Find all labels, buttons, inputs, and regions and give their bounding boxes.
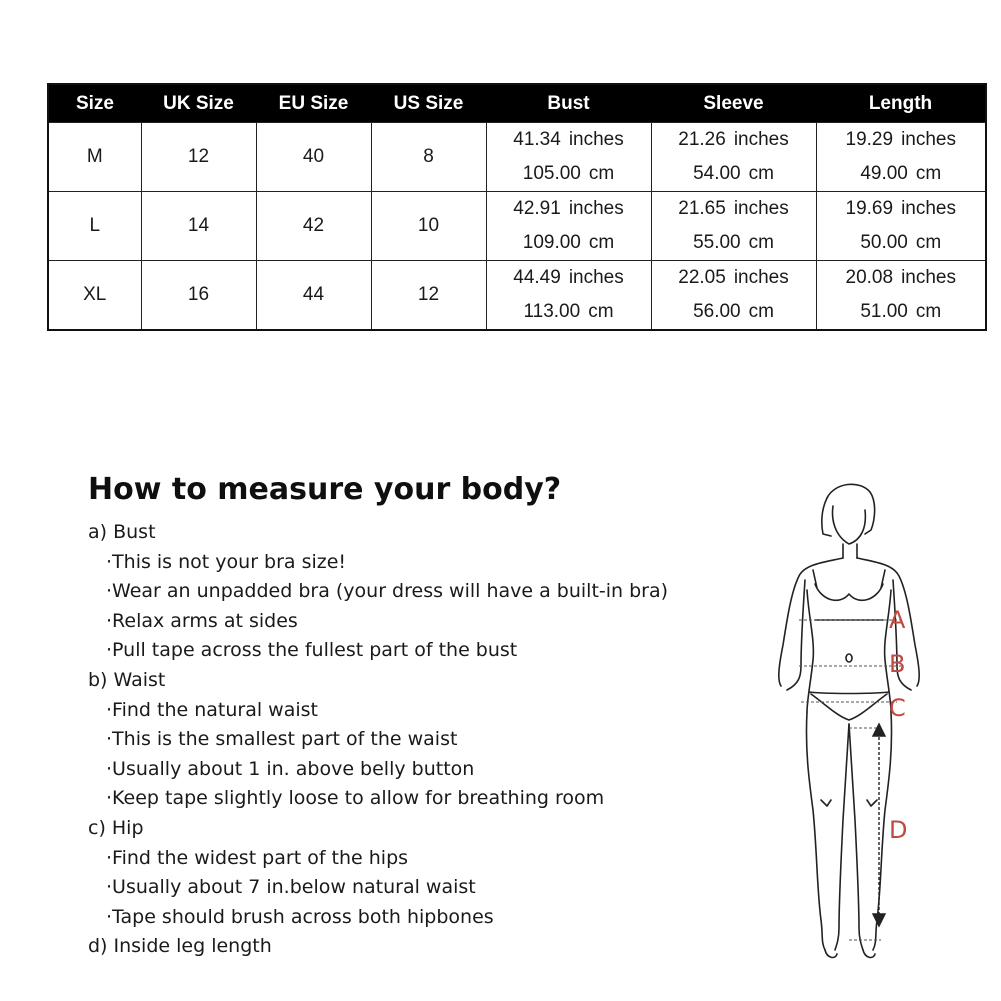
- guide-title: How to measure your body?: [88, 472, 562, 507]
- header-size: Size: [48, 84, 141, 123]
- length-inches-value: [817, 123, 986, 157]
- measurement-number: 49.00: [860, 163, 908, 184]
- guide-tip: ·Usually about 7 in.below natural waist: [106, 876, 476, 899]
- body-outline-illustration: [765, 480, 965, 970]
- marker-d-label: D: [889, 816, 908, 844]
- measurement-number: 50.00: [860, 232, 908, 253]
- measurement-unit: inches: [901, 267, 956, 288]
- guide-section-heading: c) Hip: [88, 816, 144, 839]
- measurement-unit: cm: [915, 232, 942, 253]
- measurement-unit: inches: [568, 129, 624, 150]
- measurement-number: 109.00: [522, 232, 581, 253]
- measurement-number: 55.00: [693, 232, 741, 253]
- guide-tip: ·Keep tape slightly loose to allow for breathing room: [106, 787, 605, 810]
- guide-tip: ·Tape should brush across both hipbones: [106, 905, 494, 928]
- guide-tip: ·This is not your bra size!: [106, 550, 347, 573]
- size-chart-table: [47, 83, 987, 331]
- bust-cm-value: [487, 295, 651, 329]
- measurement-unit: inches: [733, 267, 789, 288]
- uk-size-cell: 16: [141, 261, 256, 331]
- measurement-unit: cm: [748, 301, 774, 322]
- size-cell: L: [48, 192, 141, 261]
- measurement-number: 51.00: [860, 301, 908, 322]
- measurement-unit: cm: [588, 301, 614, 322]
- sleeve-inches-value: [652, 192, 816, 226]
- bust-inches-value: [487, 261, 651, 295]
- guide-list: [88, 518, 768, 962]
- length-cell: [816, 123, 986, 192]
- guide-tip: ·Usually about 1 in. above belly button: [106, 757, 475, 780]
- bust-cell: [486, 192, 651, 261]
- table-row: [48, 261, 986, 331]
- table-row: [48, 192, 986, 261]
- length-cm-value: [817, 226, 986, 260]
- uk-size-cell: 12: [141, 123, 256, 192]
- sleeve-cell: [651, 192, 816, 261]
- eu-size-cell: 40: [256, 123, 371, 192]
- length-cell: [816, 192, 986, 261]
- marker-c-label: C: [889, 694, 906, 722]
- marker-a-label: A: [889, 606, 906, 634]
- sleeve-cm-value: [652, 295, 816, 329]
- measure-guide: [88, 470, 768, 962]
- bust-inches-value: [487, 123, 651, 157]
- measurement-number: 19.29: [845, 129, 894, 150]
- size-cell: M: [48, 123, 141, 192]
- guide-tip: ·Find the widest part of the hips: [106, 846, 409, 869]
- length-cell: [816, 261, 986, 331]
- us-size-cell: 12: [371, 261, 486, 331]
- measurement-number: 41.34: [513, 129, 561, 150]
- measurement-number: 56.00: [693, 301, 741, 322]
- measurement-unit: inches: [568, 267, 624, 288]
- measurement-unit: cm: [748, 232, 774, 253]
- body-measurement-figure: [765, 480, 965, 970]
- bust-cm-value: [487, 157, 651, 191]
- measurement-number: 113.00: [523, 301, 581, 322]
- measurement-unit: inches: [901, 129, 956, 150]
- guide-section-heading: d) Inside leg length: [88, 935, 272, 958]
- measurement-number: 54.00: [693, 163, 741, 184]
- guide-section-heading: a) Bust: [88, 521, 156, 543]
- measurement-number: 22.05: [678, 267, 726, 288]
- sleeve-inches-value: [652, 261, 816, 295]
- eu-size-cell: 42: [256, 192, 371, 261]
- us-size-cell: 10: [371, 192, 486, 261]
- length-cm-value: [817, 157, 986, 191]
- sleeve-cm-value: [652, 157, 816, 191]
- guide-tip: ·This is the smallest part of the waist: [106, 728, 458, 751]
- guide-tip: ·Wear an unpadded bra (your dress will have a built-in bra): [106, 580, 669, 603]
- length-inches-value: [817, 192, 986, 226]
- sleeve-cell: [651, 261, 816, 331]
- uk-size-cell: 14: [141, 192, 256, 261]
- measurement-number: 21.65: [678, 198, 726, 219]
- eu-size-cell: 44: [256, 261, 371, 331]
- measurement-unit: inches: [733, 198, 789, 219]
- marker-b-label: B: [889, 650, 906, 678]
- guide-section-heading: b) Waist: [88, 668, 166, 691]
- length-cm-value: [817, 295, 986, 329]
- header-uk-size: UK Size: [141, 84, 256, 123]
- bust-cell: [486, 123, 651, 192]
- size-cell: XL: [48, 261, 141, 331]
- measurement-number: 42.91: [513, 198, 561, 219]
- measurement-unit: inches: [901, 198, 956, 219]
- guide-tip: ·Find the natural waist: [106, 698, 318, 721]
- guide-tip: ·Pull tape across the fullest part of the bust: [106, 639, 518, 662]
- bust-cm-value: [487, 226, 651, 260]
- measurement-unit: cm: [915, 301, 942, 322]
- measurement-unit: cm: [588, 232, 615, 253]
- header-eu-size: EU Size: [256, 84, 371, 123]
- us-size-cell: 8: [371, 123, 486, 192]
- sleeve-cell: [651, 123, 816, 192]
- header-sleeve: Sleeve: [651, 84, 816, 123]
- header-us-size: US Size: [371, 84, 486, 123]
- measurement-unit: inches: [568, 198, 624, 219]
- length-inches-value: [817, 261, 986, 295]
- bust-inches-value: [487, 192, 651, 226]
- measurement-number: 20.08: [845, 267, 894, 288]
- measurement-number: 44.49: [513, 267, 561, 288]
- table-row: [48, 123, 986, 192]
- measurement-number: 105.00: [522, 163, 581, 184]
- measurement-unit: cm: [915, 163, 942, 184]
- header-bust: Bust: [486, 84, 651, 123]
- measurement-number: 19.69: [845, 198, 894, 219]
- measurement-unit: cm: [588, 163, 615, 184]
- header-length: Length: [816, 84, 986, 123]
- bust-cell: [486, 261, 651, 331]
- measurement-unit: inches: [733, 129, 789, 150]
- sleeve-cm-value: [652, 226, 816, 260]
- measurement-number: 21.26: [678, 129, 726, 150]
- guide-tip: ·Relax arms at sides: [106, 609, 298, 632]
- table-header-row: [48, 84, 986, 123]
- sleeve-inches-value: [652, 123, 816, 157]
- measurement-unit: cm: [748, 163, 774, 184]
